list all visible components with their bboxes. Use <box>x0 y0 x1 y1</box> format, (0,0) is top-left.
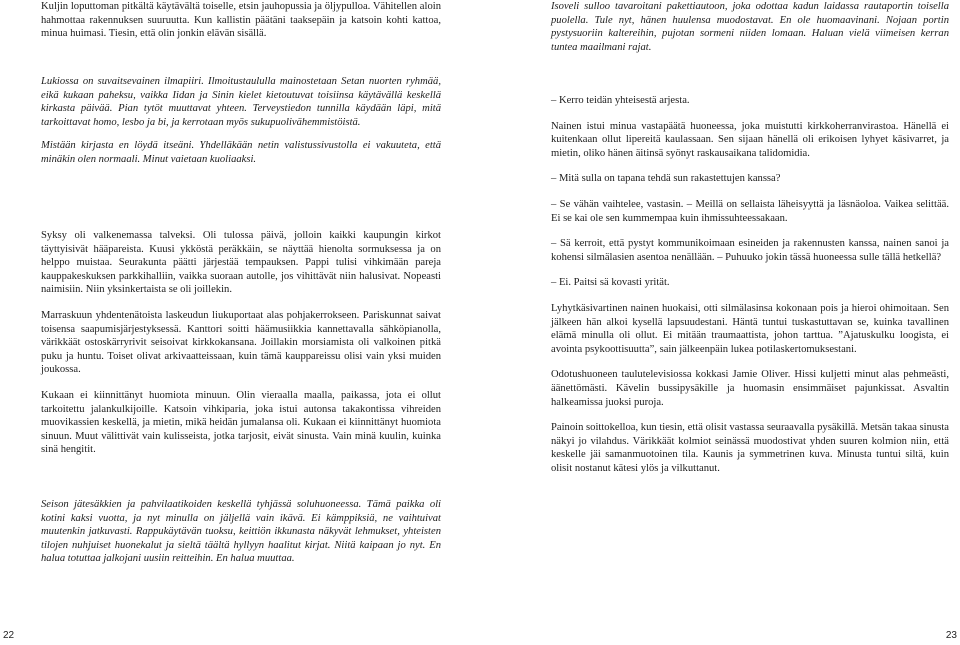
left-top-paragraph <box>41 0 441 41</box>
page-number-left: 22 <box>3 630 15 641</box>
paragraph: Seison jätesäkkien ja pahvilaatikoiden keskellä tyhjässä soluhuoneessa. Tämä paikka oli kotini kaksi vuotta, ja nyt minulla on jäljellä vain ikävä. Ei kämppiksiä, ne vaihtuivat muutenkin jatkuvasti. Rappukäytävän tuoksu, keittiön ikkunasta näkyvät lehmukset, yhteisten tilojen nuhjuiset huonekalut ja sieltä täältä hyllyyn haalitut kirjat. Niitä kaipaan jo nyt. En halua totuttaa jalkojani uusiin reitteihin. En halua muuttaa. <box>41 499 441 565</box>
paragraph: Marraskuun yhdentenätoista laskeudun liukuportaat alas pohjakerrokseen. Pariskunnat saivat toisensa saapumisjärjestyksessä. Kanttori soitti häämusiikkia kannettavalla sähköpianolla, värikkäät ostoskärryrivit seisoivat kirkkokansana. Joillakin morsiamista oli valkoinen pitkä puku ja huntu. Toiset olivat arkivaatteissaan, kuin tämä kauppareissu olisi vain yksi muiden joukossa. <box>41 309 441 376</box>
paragraph: Syksy oli valkenemassa talveksi. Oli tulossa päivä, jolloin kaikki kaupungin kirkot täyttyisivät hääpareista. Kuusi ykköstä peräkkäin, se näyttää hienolta sormuksessa ja on helppo muistaa. Seurakunta päätti järjestää tempauksen. Pappi tulisi vihkimään pareja kauppakeskuksen parkkihalliin, vaikka suoraan autolle, jos vihittävät niin halusivat. Nopeasti naimisiin. Niin yksinkertaista se oli joillekin. <box>41 230 441 296</box>
dialogue-line: – Mitä sulla on tapana tehdä sun rakastettujen kanssa? <box>551 173 781 185</box>
right-italic-top <box>551 0 949 54</box>
paragraph: Mistään kirjasta en löydä itseäni. Yhdelläkään netin valistussivustolla ei vakuuteta, että minäkin olen normaali. Minut vaietaan kuoliaaksi. <box>41 140 441 165</box>
left-italic-intro <box>41 75 441 167</box>
paragraph: Kuljin loputtoman pitkältä käytävältä toiselle, etsin jauhopussia ja öljypulloa. Vähitellen aloin hahmottaa rakennuksen suuruutta. Kun kallistin päätäni taaksepäin ja katsoin kohti kattoa, minua huimasi. Tiesin, että olin jonkin elävän sisällä. <box>41 1 441 40</box>
paragraph: Odotushuoneen taulutelevisiossa kokkasi Jamie Oliver. Hissi kuljetti minut alas pehmeästi, äänettömästi. Kävelin bussipysäkille ja huomasin ensimmäiset pajunkissat. Asvaltin halkeamissa juoksi puroja. <box>551 369 949 408</box>
right-body <box>551 94 949 475</box>
paragraph: Lukiossa on suvaitsevainen ilmapiiri. Ilmoitustaululla mainostetaan Setan nuorten ryhmää, eikä kukaan paheksu, vaikka Iidan ja Sinin kielet kietoutuvat toisiinsa käytävällä keskellä kirkasta päivää. Pian tytöt muuttavat yhteen. Terveystiedon tunnilla käydään läpi, mitä tarkoittavat homo, lesbo ja bi, ja kerrotaan myös sukupuolivähemmistöistä. <box>41 76 441 128</box>
left-italic-end <box>41 498 441 566</box>
dialogue-line: – Sä kerroit, että pystyt kommunikoimaan esineiden ja rakennusten kanssa, nainen sanoi ja kohensi silmälasien asentoa nenällään. – Puhuuko jokin tässä huoneessa sulle tällä hetkellä? <box>551 238 949 263</box>
paragraph: Isoveli sulloo tavaroitani pakettiautoon, joka odottaa kadun laidassa rautaportin toisella puolella. Tule nyt, hänen huulensa muodostavat. En ole huomaavinani. Nojaan portin pystysuoriin kaltereihin, pujotan sormeni niiden lomaan. Haluan vielä viimeisen kerran tuntea maailmani rajat. <box>551 1 949 53</box>
paragraph: Kukaan ei kiinnittänyt huomiota minuun. Olin vieraalla maalla, paikassa, jota ei ollut tarkoitettu jalankulkijoille. Katsoin vihkiparia, joka istui autonsa takakontissa vihreiden muovikassien keskellä, ja mietin, mikä heidän jumalansa oli. Kukaan ei kiinnittänyt huomiota sinuun. Muut välittivät vain kulisseista, jotka tarjosit, eivät sinusta. Vain minä kuulin, kuinka sinä hengitit. <box>41 389 441 456</box>
right-page <box>480 0 960 645</box>
paragraph: Painoin soittokelloa, kun tiesin, että olisit vastassa seuraavalla pysäkillä. Metsän takaa sinusta näkyi jo vilahdus. Värikkäät kolmiot seinässä muodostivat yhden suuren kolmion niin, että keskelle jäi samanmuotoinen tila. Kaunis ja symmetrinen kuva. Minusta tuntui siltä, kuin olisit nostanut kätesi ylös ja vilkuttanut. <box>551 422 949 474</box>
left-body <box>41 229 441 457</box>
dialogue-line: – Kerro teidän yhteisestä arjesta. <box>551 95 690 106</box>
paragraph: Nainen istui minua vastapäätä huoneessa, joka muistutti kirkkoherranvirastoa. Hänellä ei kuitenkaan ollut lipereitä kaulassaan. Sen sijaan hänellä oli erikoisen lyhyet käsivarret, ja mietin, oliko hänen äitinsä syönyt raskausaikana talidomidia. <box>551 120 949 159</box>
page-number-right: 23 <box>945 630 957 641</box>
dialogue-line: – Se vähän vaihtelee, vastasin. – Meillä on sellaista läheisyyttä ja läsnäoloa. Vaikea selittää. Ei se kai ole sen kummempaa kuin ihmissuhteessakaan. <box>551 198 949 224</box>
paragraph: Lyhytkäsivartinen nainen huokaisi, otti silmälasinsa kokonaan pois ja hieroi ohimoitaan. Sen jälkeen hän alkoi kysellä lapsuudestani. Häntä tuntui tuskastuttavan se, kuinka tavallinen elämä minulla oli ollut. Ei mitään traumaattista, johon tarttua. ”Ajatuskulku loogista, ei avointa psykoottisuutta”, sain jälkeenpäin lukea potilaskertomuksestani. <box>551 302 949 355</box>
dialogue-line: – Ei. Paitsi sä kovasti yrität. <box>551 277 670 289</box>
